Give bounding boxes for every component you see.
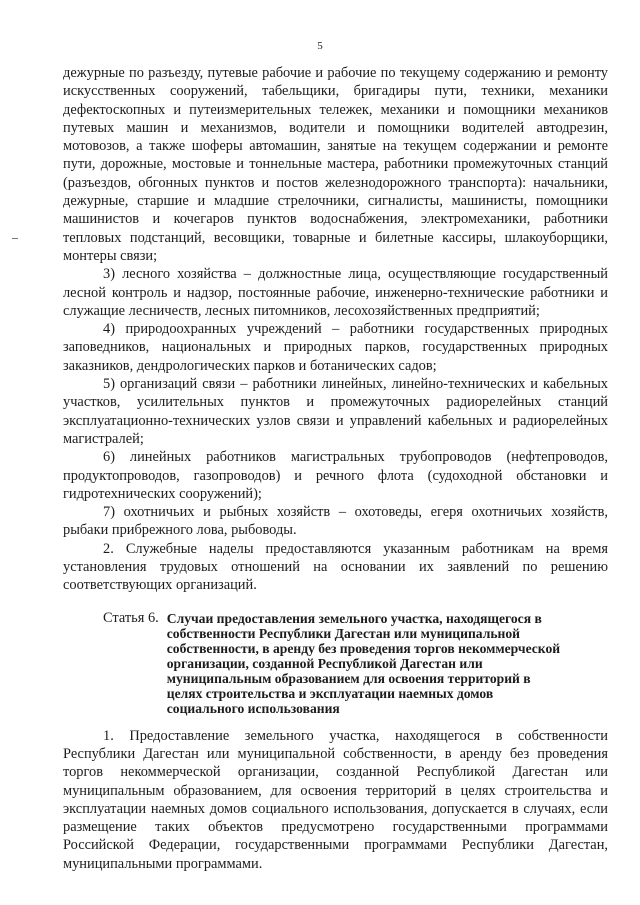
article-heading [63,611,608,716]
paragraph-item-5: 5) организаций связи – работники линейных, линейно-технических и кабельных участков, усилительных пунктов и промежуточных радиорелейных станций эксплуатационно-технических узлов связи и управлений кабельных и радиорелейных магистралей; [63,376,608,447]
article-title: Случаи предоставления земельного участка, находящегося в собственности Республики Дагестан или муниципальной собственности, в аренду без проведения торгов некоммерческой организации, созданной Республикой Дагестан или муниципальным образованием для освоения территорий в целях строительства и эксплуатации наемных домов социального использования [166,610,561,716]
page-number: 5 [317,40,323,52]
paragraph-clause-2: 2. Служебные наделы предоставляются указанным работникам на время установления трудовых отношений на основании их заявлений по решению соответствующих организаций. [63,540,608,594]
document-body [63,64,608,873]
margin-mark [12,238,18,239]
paragraph-item-6: 6) линейных работников магистральных трубопроводов (нефтепроводов, продуктопроводов, газопроводов) и речного флота (судоходной обстановки и гидротехнических сооружений); [63,449,608,502]
paragraph-item-3: 3) лесного хозяйства – должностные лица, осуществляющие государственный лесной контроль и надзор, постоянные рабочие, инженерно-технические работники и служащие лесничеств, лесных питомников, лесохозяйственных предприятий; [63,266,608,319]
article-label: Статья 6. [103,609,159,626]
paragraph-item-7: 7) охотничьих и рыбных хозяйств – охотоведы, егеря охотничьих хозяйств, рыбаки прибрежного лова, рыбоводы. [63,504,608,539]
paragraph-item-4: 4) природоохранных учреждений – работники государственных природных заповедников, национальных и природных парков, государственных природных заказников, дендрологических парков и ботанических садов; [63,321,608,374]
article-paragraph-1: 1. Предоставление земельного участка, находящегося в собственности Республики Дагестан или муниципальной собственности, в аренду без проведения торгов некоммерческой организации, созданной Республикой Дагестан или муниципальным образованием, для освоения территорий в целях строительства и эксплуатации наемных домов социального использования, допускается в случаях, если размещение таких объектов предусмотрено государственными программами Российской Федерации, государственными программами Республики Дагестан, муниципальными программами. [63,727,608,872]
paragraph-continuation: дежурные по разъезду, путевые рабочие и рабочие по текущему содержанию и ремонту искусственных сооружений, табельщики, бригадиры пути, техники, механики дефектоскопных и путеизмерительных тележек, механики и помощники механиков путевых машин и механизмов, водители и помощники водителей автодрезин, мотовозов, а также шоферы автомашин, занятые на текущем содержании и ремонте пути, дорожные, мостовые и тоннельные мастера, работники промежуточных станций (разъездов, обгонных пунктов и постов железнодорожного транспорта): начальники, дежурные, старшие и младшие стрелочники, сигналисты, машинисты, помощники машинистов и кочегаров пунктов водоснабжения, электромеханики, работники тепловых подстанций, весовщики, товарные и билетные кассиры, шлакоуборщики, монтеры связи; [63,65,608,264]
